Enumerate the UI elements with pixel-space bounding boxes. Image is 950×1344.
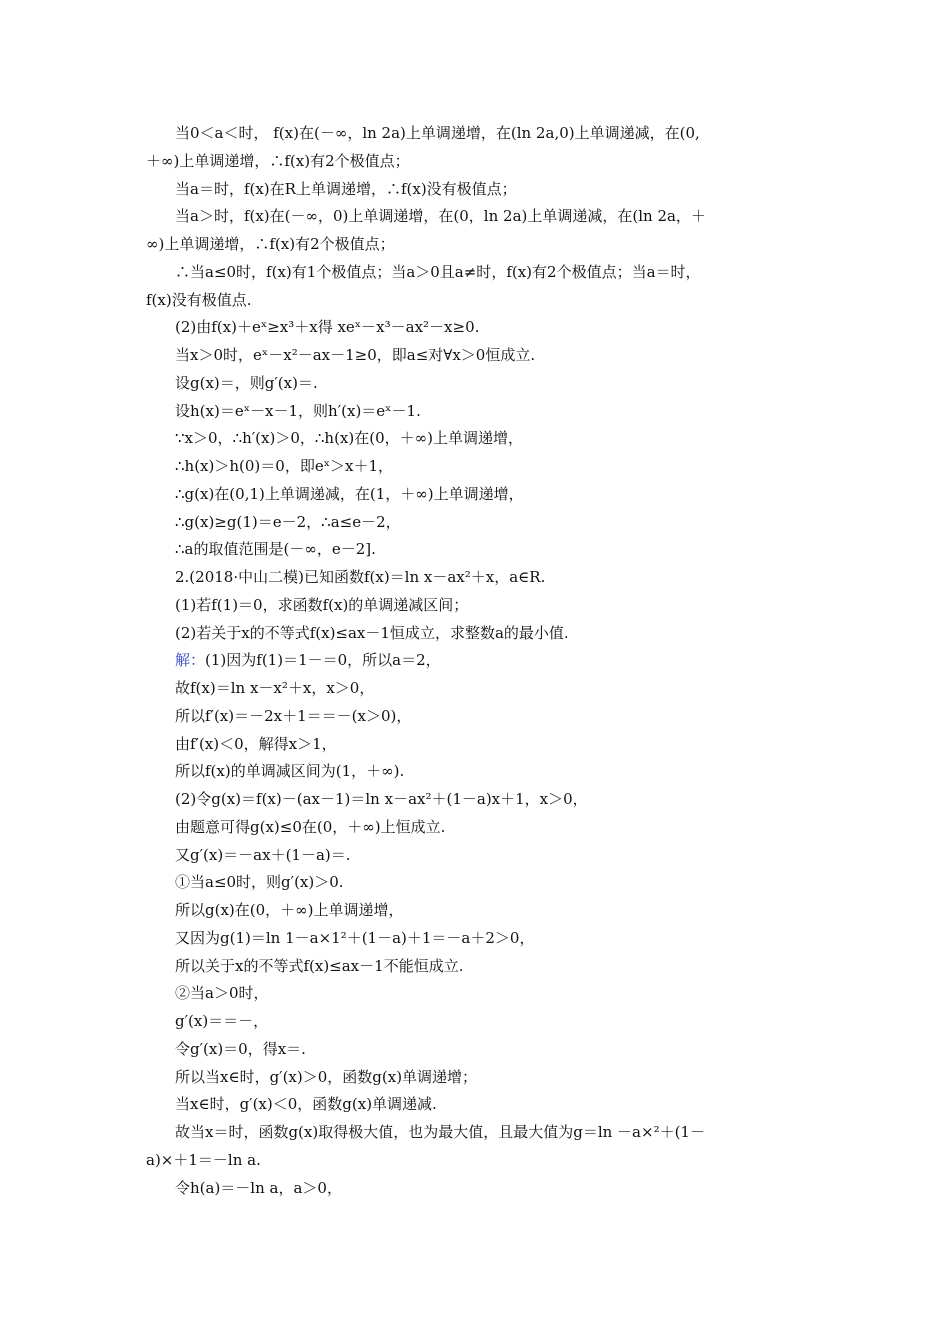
text-line: 设h(x)＝eˣ－x－1，则h′(x)＝eˣ－1. bbox=[175, 402, 421, 420]
text-line: 设g(x)＝，则g′(x)＝. bbox=[175, 374, 318, 392]
text-line: ∴h(x)＞h(0)＝0，即eˣ＞x＋1， bbox=[175, 457, 394, 475]
text-line: ∴当a≤0时，f(x)有1个极值点；当a＞0且a≠时，f(x)有2个极值点；当a＝时， bbox=[175, 263, 701, 281]
text-line: (2)由f(x)＋eˣ≥x³＋x得 xeˣ－x³－ax²－x≥0. bbox=[175, 318, 480, 336]
problem-2-heading: 2.(2018·中山二模)已知函数f(x)＝ln x－ax²＋x，a∈R. bbox=[175, 568, 546, 586]
text-line: ∞)上单调递增，∴f(x)有2个极值点； bbox=[146, 235, 395, 253]
text-line: 故当x＝时，函数g(x)取得极大值，也为最大值，且最大值为g＝ln －a×²＋(1－ bbox=[175, 1123, 705, 1141]
text-line: 又因为g(1)＝ln 1－a×1²＋(1－a)＋1＝－a＋2＞0， bbox=[175, 929, 535, 947]
text-line: 所以f(x)的单调减区间为(1，＋∞). bbox=[175, 762, 405, 780]
text-line: 故f(x)＝ln x－x²＋x，x＞0， bbox=[175, 679, 375, 697]
solution-text: (1)因为f(1)＝1－＝0，所以a＝2， bbox=[205, 651, 441, 669]
text-line: 当x＞0时，eˣ－x²－ax－1≥0，即a≤对∀x＞0恒成立. bbox=[175, 346, 536, 364]
text-line: 当0＜a＜时， f(x)在(－∞，ln 2a)上单调递增，在(ln 2a,0)上单调递减，在(0, bbox=[175, 124, 700, 142]
text-line: 由f′(x)＜0，解得x＞1， bbox=[175, 735, 337, 753]
text-line: a)×＋1＝－ln a. bbox=[146, 1151, 261, 1169]
text-line: 令h(a)＝－ln a，a＞0， bbox=[175, 1179, 342, 1197]
solution-line bbox=[175, 650, 441, 670]
text-line: 所以g(x)在(0，＋∞)上单调递增， bbox=[175, 901, 404, 919]
text-line: 所以当x∈时，g′(x)＞0，函数g(x)单调递增； bbox=[175, 1068, 478, 1086]
text-line: 所以f′(x)＝－2x＋1＝＝－(x＞0)， bbox=[175, 707, 412, 725]
text-line: ∵x＞0，∴h′(x)＞0，∴h(x)在(0，＋∞)上单调递增， bbox=[175, 429, 523, 447]
text-line: ①当a≤0时，则g′(x)＞0. bbox=[175, 873, 344, 891]
text-line: ＋∞)上单调递增，∴f(x)有2个极值点； bbox=[146, 152, 410, 170]
text-line: 当x∈时，g′(x)＜0，函数g(x)单调递减. bbox=[175, 1095, 437, 1113]
text-line: 由题意可得g(x)≤0在(0，＋∞)上恒成立. bbox=[175, 818, 446, 836]
solution-label: 解： bbox=[175, 651, 206, 669]
text-line: ∴a的取值范围是(－∞，e－2]. bbox=[175, 540, 376, 558]
text-line: 当a＞时，f(x)在(－∞，0)上单调递增，在(0，ln 2a)上单调递减，在(ln 2a，＋ bbox=[175, 207, 706, 225]
text-line: 所以关于x的不等式f(x)≤ax－1不能恒成立. bbox=[175, 957, 464, 975]
text-line: ∴g(x)≥g(1)＝e－2，∴a≤e－2， bbox=[175, 513, 401, 531]
text-line: ②当a＞0时， bbox=[175, 984, 269, 1002]
text-line: ∴g(x)在(0,1)上单调递减，在(1，＋∞)上单调递增， bbox=[175, 485, 524, 503]
text-line: 当a＝时，f(x)在R上单调递增，∴f(x)没有极值点； bbox=[175, 180, 517, 198]
text-line: (2)若关于x的不等式f(x)≤ax－1恒成立，求整数a的最小值. bbox=[175, 624, 569, 642]
text-line: 又g′(x)＝－ax＋(1－a)＝. bbox=[175, 846, 351, 864]
text-line: f(x)没有极值点. bbox=[146, 291, 252, 309]
text-line: g′(x)＝＝－， bbox=[175, 1012, 269, 1030]
text-line: (1)若f(1)＝0，求函数f(x)的单调递减区间； bbox=[175, 596, 469, 614]
text-line: (2)令g(x)＝f(x)－(ax－1)＝ln x－ax²＋(1－a)x＋1，x＞0， bbox=[175, 790, 588, 808]
text-line: 令g′(x)＝0，得x＝. bbox=[175, 1040, 306, 1058]
